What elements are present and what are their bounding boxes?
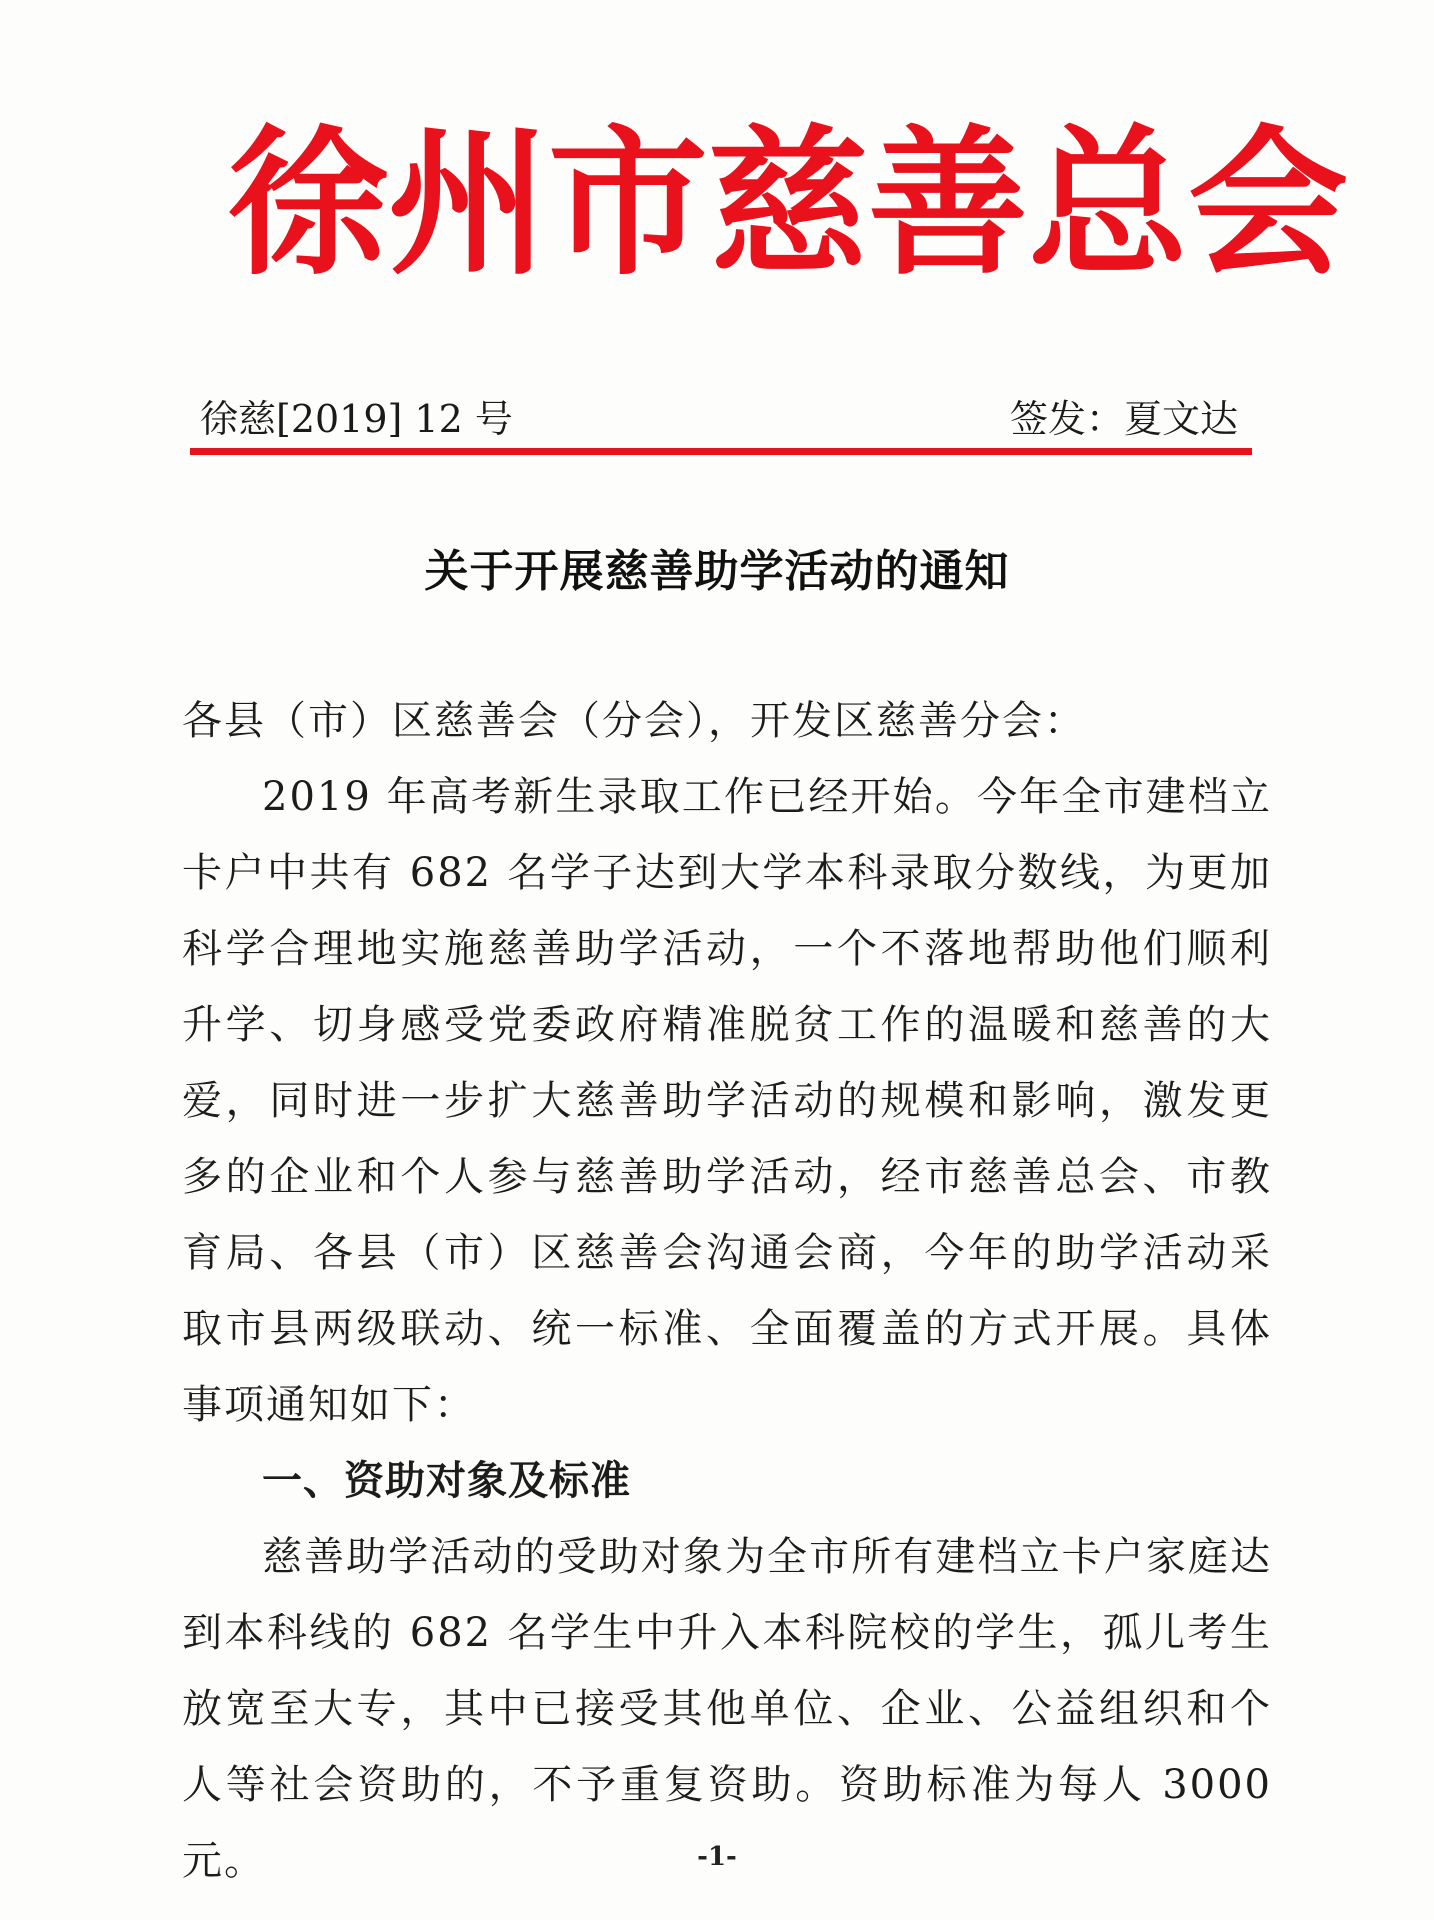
letterhead-char: 总 — [1028, 109, 1189, 297]
section-heading: 一、资助对象及标准 — [262, 1458, 631, 1504]
letterhead-char: 善 — [868, 109, 1029, 297]
letterhead-char: 州 — [388, 109, 549, 297]
section-paragraph: 慈善助学活动的受助对象为全市所有建档立卡户家庭达到本科线的 682 名学生中升入本科院校的学生，孤儿考生放宽至大专，其中已接受其他单位、企业、公益组织和个人等社会资助的，不予重复资助。资助标准为每人 3000 元。 — [182, 1534, 1272, 1884]
signer-line: 签发：夏文达 — [1009, 397, 1238, 441]
document-number: 徐慈[2019] 12 号 — [200, 397, 513, 441]
red-divider-line — [190, 448, 1252, 455]
organization-letterhead — [228, 108, 1349, 298]
intro-paragraph: 2019 年高考新生录取工作已经开始。今年全市建档立卡户中共有 682 名学子达到大学本科录取分数线，为更加科学合理地实施慈善助学活动，一个不落地帮助他们顺利升学、切身感受党委政府精准脱贫工作的温暖和慈善的大爱，同时进一步扩大慈善助学活动的规模和影响，激发更多的企业和个人参与慈善助学活动，经市慈善总会、市教育局、各县（市）区慈善会沟通会商，今年的助学活动采取市县两级联动、统一标准、全面覆盖的方式开展。具体事项通知如下： — [182, 774, 1272, 1428]
letterhead-char: 徐 — [228, 109, 389, 297]
letterhead-char: 会 — [1188, 109, 1349, 297]
salutation: 各县（市）区慈善会（分会），开发区慈善分会： — [182, 698, 1086, 744]
document-body — [182, 683, 1272, 1899]
notice-title: 关于开展慈善助学活动的通知 — [424, 546, 1010, 597]
letterhead-char: 市 — [548, 109, 709, 297]
page-number: -1- — [697, 1842, 737, 1872]
letterhead-char: 慈 — [708, 109, 869, 297]
